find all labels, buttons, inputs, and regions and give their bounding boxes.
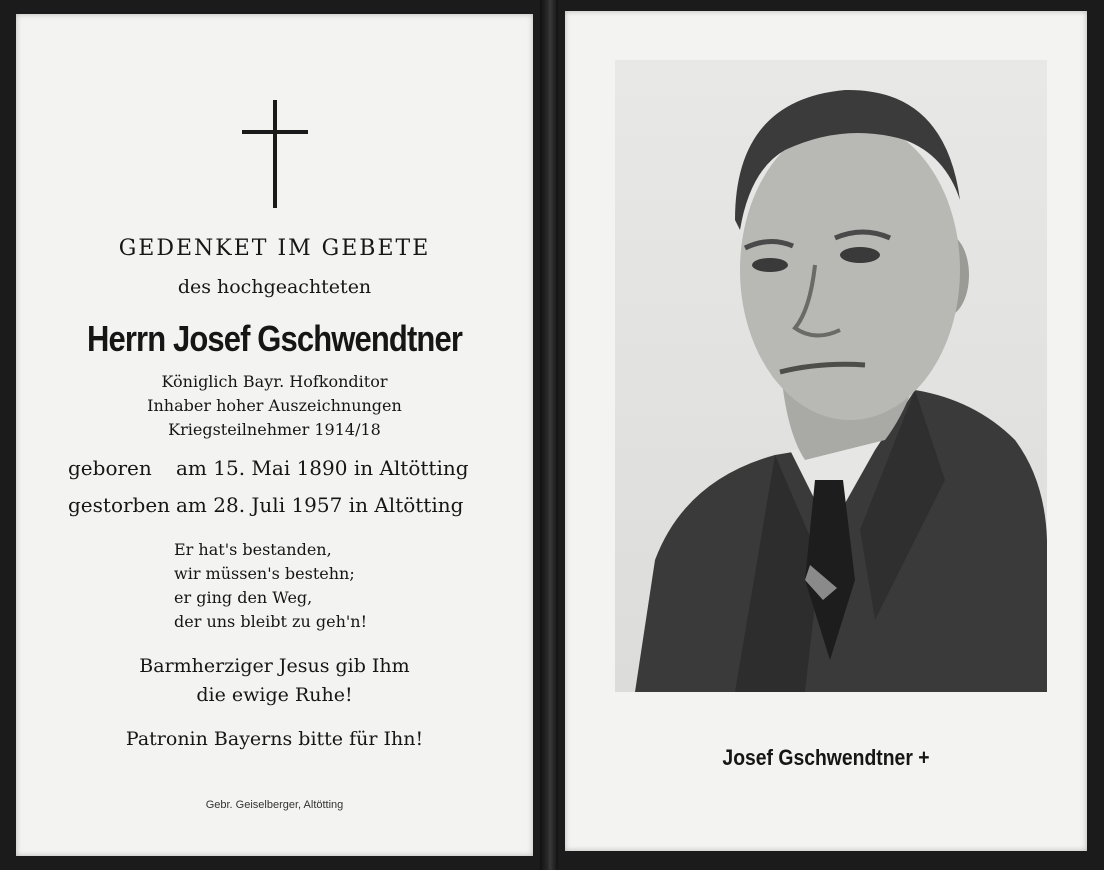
caption-name: Josef Gschwendtner	[722, 745, 913, 770]
photo-caption	[596, 745, 1055, 771]
portrait-photo	[615, 60, 1047, 692]
death-line	[68, 493, 463, 517]
verse-line: wir müssen's bestehn;	[174, 564, 355, 583]
deceased-name: Herrn Josef Gschwendtner	[86, 318, 463, 359]
cross-icon	[242, 100, 308, 208]
title-line: Inhaber hoher Auszeichnungen	[147, 396, 402, 415]
memorial-photo-panel	[565, 11, 1087, 851]
death-label: gestorben	[68, 493, 171, 517]
birth-line	[68, 456, 469, 480]
birth-label: geboren	[68, 456, 152, 480]
prayer-line: Patronin Bayerns bitte für Ihn!	[125, 728, 424, 750]
prayer-line: Barmherziger Jesus gib Ihm	[139, 655, 410, 677]
death-date: am 28. Juli 1957 in Altötting	[176, 493, 464, 517]
verse-line: Er hat's bestanden,	[174, 540, 332, 559]
birth-date: am 15. Mai 1890 in Altötting	[176, 456, 469, 480]
verse-line: der uns bleibt zu geh'n!	[174, 612, 368, 631]
printer-imprint: Gebr. Geiselberger, Altötting	[205, 799, 344, 811]
card-fold	[540, 0, 558, 870]
headline: GEDENKET IM GEBETE	[118, 236, 431, 261]
verse-line: er ging den Weg,	[174, 588, 313, 607]
memorial-text-panel	[16, 14, 533, 856]
caption-mark: +	[918, 745, 930, 770]
title-line: Königlich Bayr. Hofkonditor	[161, 372, 388, 391]
title-line: Kriegsteilnehmer 1914/18	[168, 420, 381, 439]
prayer-line: die ewige Ruhe!	[196, 684, 353, 706]
intro-line: des hochgeachteten	[177, 276, 372, 298]
